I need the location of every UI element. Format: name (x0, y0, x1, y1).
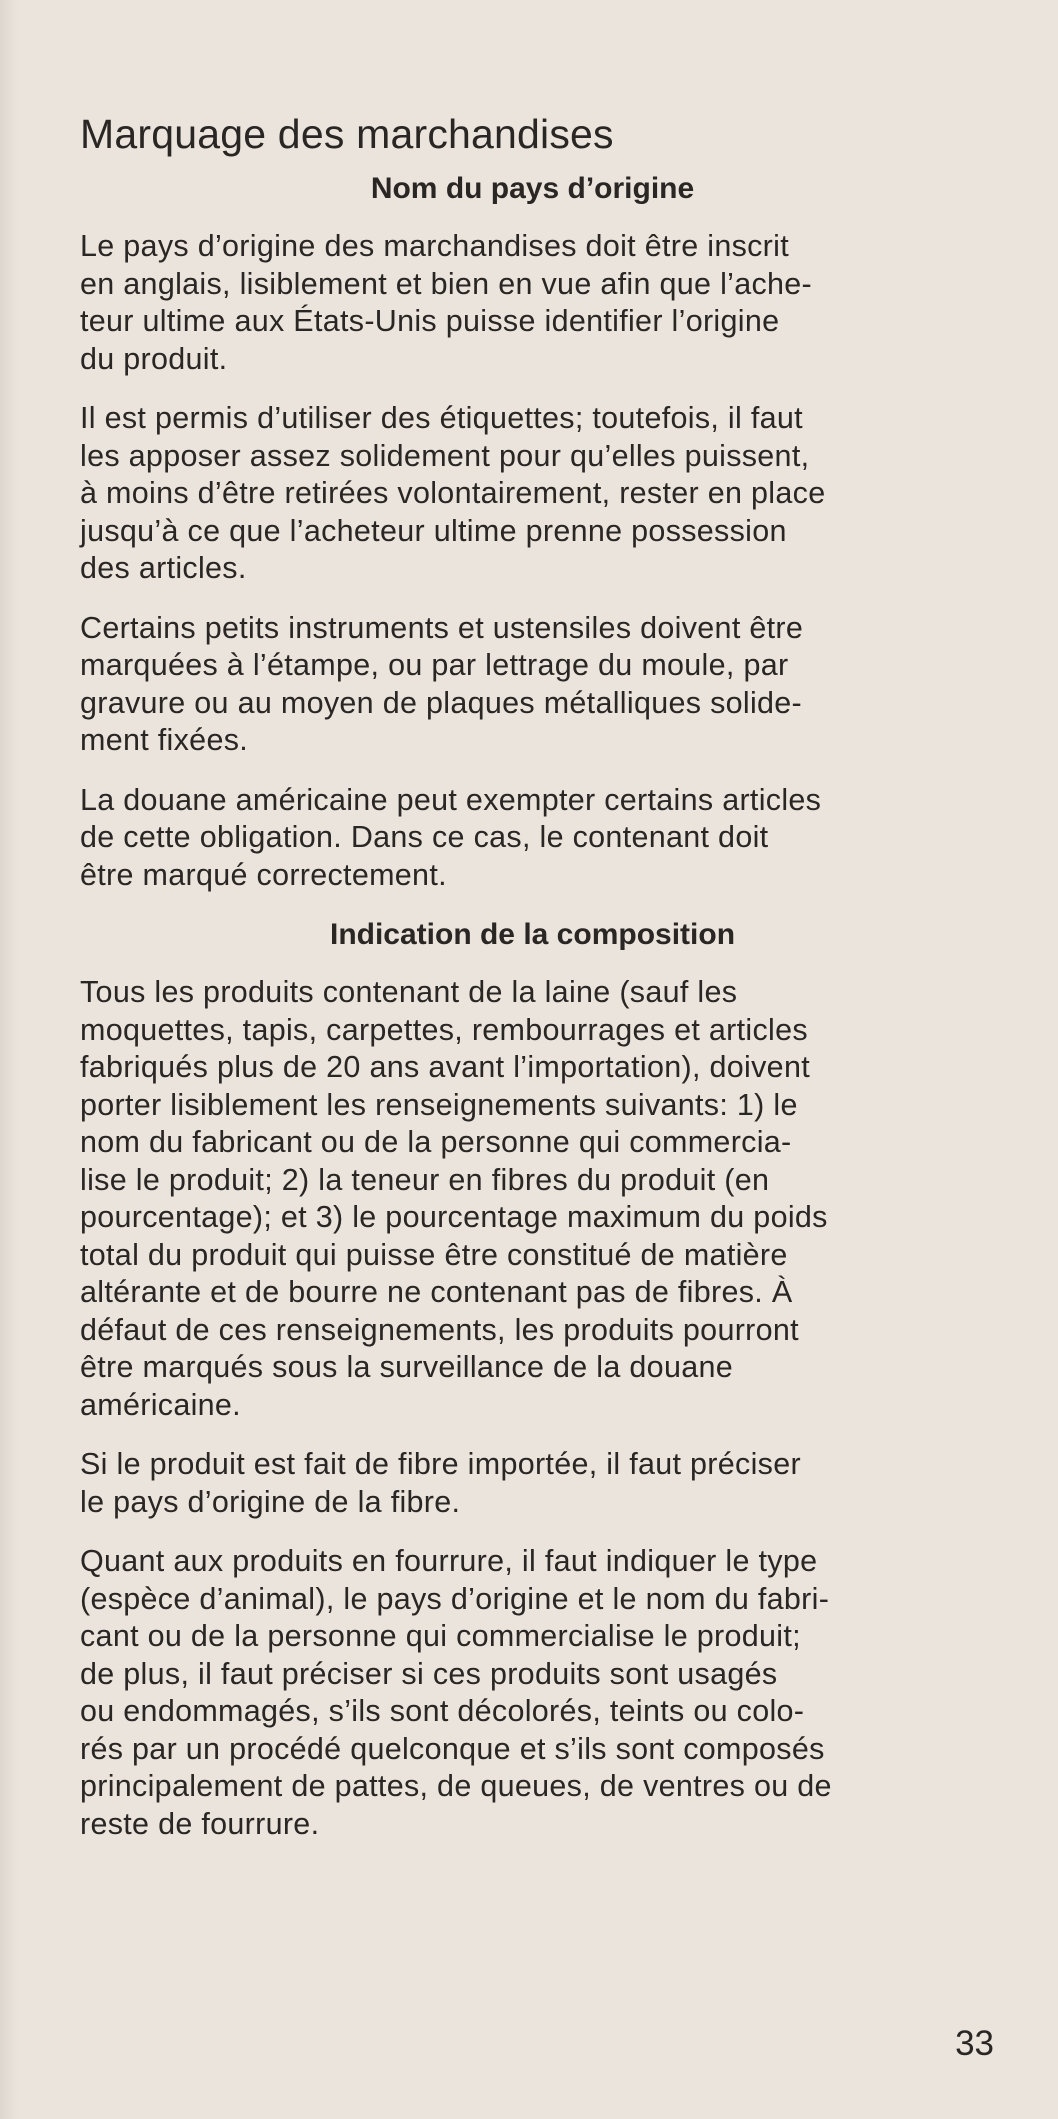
paragraph: Tous les produits contenant de la laine (sauf les moquettes, tapis, carpettes, rembourrages et articles fabriqués plus de 20 ans avant l’importation), doivent porter lisiblement les renseignements suivants: 1) le nom du fabricant ou de la personne qui commercia- lise le produit; 2) la teneur en fibres du produit (en pourcentage); et 3) le pourcentage maximum du poids total du produit qui puisse être constitué de matière altérante et de bourre ne contenant pas de fibres. À défaut de ces renseignements, les produits pourront être marqués sous la surveillance de la douane américaine. (80, 975, 828, 1422)
paragraph: Le pays d’origine des marchandises doit être inscrit en anglais, lisiblement et bien en vue afin que l’ache- teur ultime aux États-Unis puisse identifier l’origine du produit. (80, 229, 813, 376)
page-number: 33 (955, 2024, 994, 2063)
paragraph: La douane américaine peut exempter certains articles de cette obligation. Dans ce cas, le contenant doit être marqué correctement. (80, 782, 822, 892)
paragraph: Si le produit est fait de fibre importée, il faut préciser le pays d’origine de la fibre. (80, 1447, 801, 1519)
page-content (80, 108, 985, 1865)
page-title: Marquage des marchandises (80, 111, 614, 157)
paragraph: Certains petits instruments et ustensiles doivent être marquées à l’étampe, ou par lettrage du moule, par gravure ou au moyen de plaques métalliques solide- ment fixées. (80, 610, 804, 757)
section-heading-composition: Indication de la composition (329, 918, 736, 951)
section-heading-country-of-origin: Nom du pays d’origine (370, 172, 695, 205)
paragraph: Quant aux produits en fourrure, il faut indiquer le type (espèce d’animal), le pays d’origine et le nom du fabri- cant ou de la personne qui commercialise le produit; de plus, il faut préciser si ces produits sont usagés ou endommagés, s’ils sont décolorés, teints ou colo- rés par un procédé quelconque et s’ils sont composés principalement de pattes, de queues, de ventres ou de reste de fourrure. (80, 1544, 832, 1841)
paragraph: Il est permis d’utiliser des étiquettes; toutefois, il faut les apposer assez solidement pour qu’elles puissent, à moins d’être retirées volontairement, rester en place jusqu’à ce que l’acheteur ultime prenne possession des articles. (80, 401, 826, 585)
